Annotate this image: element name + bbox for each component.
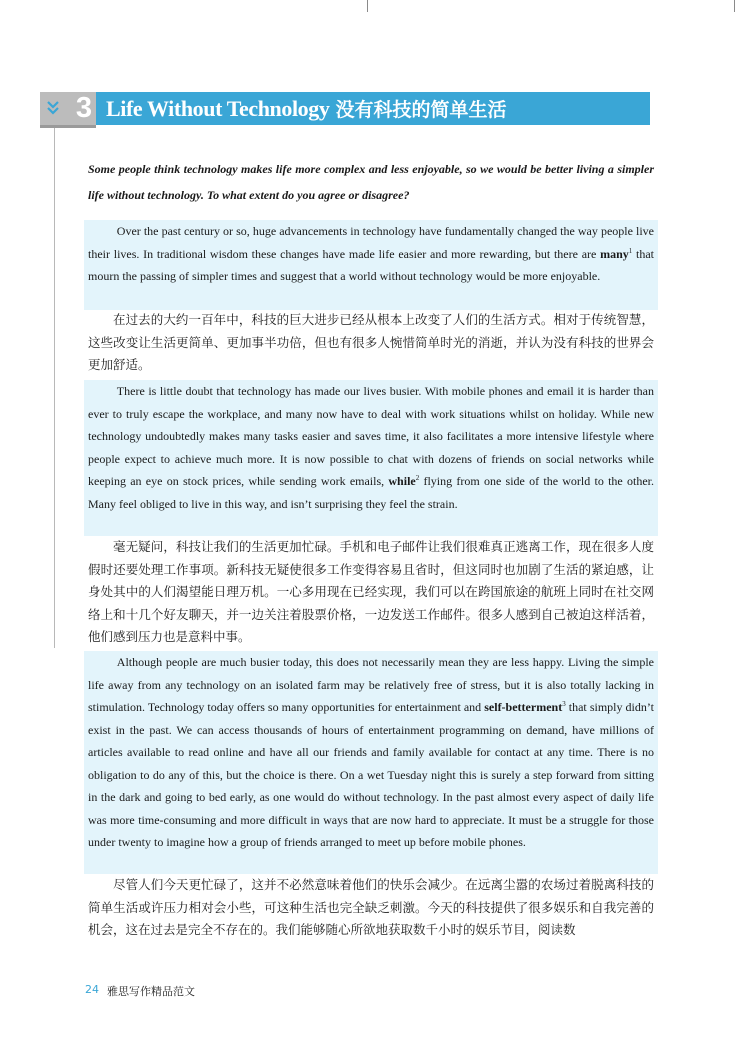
footnote-marker-2: 2: [415, 474, 420, 482]
english-paragraph-2-text: [88, 380, 654, 515]
vocab-term-1: many: [600, 246, 629, 261]
section-title: [96, 92, 650, 125]
crop-mark-left: [367, 0, 368, 12]
section-header: [40, 92, 650, 125]
crop-mark-right: [734, 0, 735, 12]
english-paragraph-1-text: [88, 220, 654, 288]
page-number: 24: [85, 983, 99, 996]
para3-text-b: that simply didn’t exist in the past. We can access thousands of hours of entertainment programming on demand, have millions of articles available to read online and have all our friends and family available for contact at any time. There is no obligation to do any of this, but the choice is there. On a wet Tuesday night this is surely a step forward from sitting in the dark and going to bed early, as one would do without technology. In the past almost every aspect of daily life was more time-consuming and more difficult in ways that are now hard to appreciate. It must be a struggle for those under twenty to imagine how a group of friends arranged to meet up before mobile phones.: [88, 700, 654, 849]
essay-question: Some people think technology makes life more complex and less enjoyable, so we would be better living a simpler life without technology. To what extent do you agree or disagree?: [88, 162, 654, 202]
section-title-chinese: 没有科技的简单生活: [335, 99, 507, 121]
english-paragraph-1: [84, 220, 658, 310]
book-title: 雅思写作精品范文: [107, 985, 195, 998]
para3-text-a: Although people are much busier today, this does not necessarily mean they are less happy. Living the simple life away from any technology on an isolated farm may be relatively free of stress, but it is also totally lacking in stimulation. Technology today offers so many opportunities for entertainment and: [88, 655, 654, 714]
footnote-marker-1: 1: [628, 246, 633, 255]
header-shadow: [40, 125, 96, 128]
para2-text-a: There is little doubt that technology has made our lives busier. With mobile phones and email it is harder than ever to truly escape the workplace, and many now have to deal with work situations whilst on holiday. While new technology undoubtedly makes many tasks easier and saves time, it also facilitates a more intensive lifestyle where people expect to achieve much more. It is now possible to chat with dozens of friends on social networks while keeping an eye on stock prices, while sending work emails,: [88, 384, 654, 488]
vocab-term-2: while: [388, 474, 416, 488]
section-number: 3: [75, 92, 92, 124]
footnote-marker-3: 3: [562, 700, 566, 708]
section-number-block: [40, 92, 96, 125]
section-title-english: Life Without Technology: [106, 95, 330, 121]
chinese-paragraph-2: 毫无疑问，科技让我们的生活更加忙碌。手机和电子邮件让我们很难真正逃离工作，现在很多人度假时还要处理工作事项。新科技无疑使很多工作变得容易且省时，但这同时也加剧了生活的紧迫感，让身处其中的人们渴望能日理万机。一心多用现在已经实现，我们可以在跨国旅途的航班上同时在社交网络上和十几个好友聊天，并一边关注着股票价格，一边发送工作邮件。很多人感到自己被迫这样活着，他们感到压力也是意料中事。: [88, 539, 654, 644]
english-paragraph-3: [84, 651, 658, 874]
para1-text-a: Over the past century or so, huge advancements in technology have fundamentally changed the way people live their lives. In traditional wisdom these changes have made life easier and more rewarding, but there are: [88, 224, 654, 261]
chinese-paragraph-3: 尽管人们今天更忙碌了，这并不必然意味着他们的快乐会减少。在远离尘嚣的农场过着脱离科技的简单生活或许压力相对会小些，可这种生活也完全缺乏刺激。今天的科技提供了很多娱乐和自我完善的机会，这在过去是完全不存在的。我们能够随心所欲地获取数千小时的娱乐节目，阅读数: [88, 877, 654, 937]
chinese-paragraph-1: 在过去的大约一百年中，科技的巨大进步已经从根本上改变了人们的生活方式。相对于传统智慧，这些改变让生活更简单、更加事半功倍，但也有很多人惋惜简单时光的消逝，并认为没有科技的世界会更加舒适。: [88, 312, 654, 372]
page-footer: [85, 983, 195, 999]
para2-text-b: flying from one side of the world to the other. Many feel obliged to live in this way, and isn’t surprising they feel the strain.: [88, 474, 654, 511]
left-margin-rule: [54, 128, 55, 648]
para1-text-b: that mourn the passing of simpler times and suggest that a world without technology would be more enjoyable.: [88, 246, 655, 283]
english-paragraph-3-text: [88, 651, 654, 854]
vocab-term-3: self-betterment: [484, 700, 563, 714]
double-chevron-down-icon: [47, 100, 59, 116]
english-paragraph-2: [84, 380, 658, 536]
